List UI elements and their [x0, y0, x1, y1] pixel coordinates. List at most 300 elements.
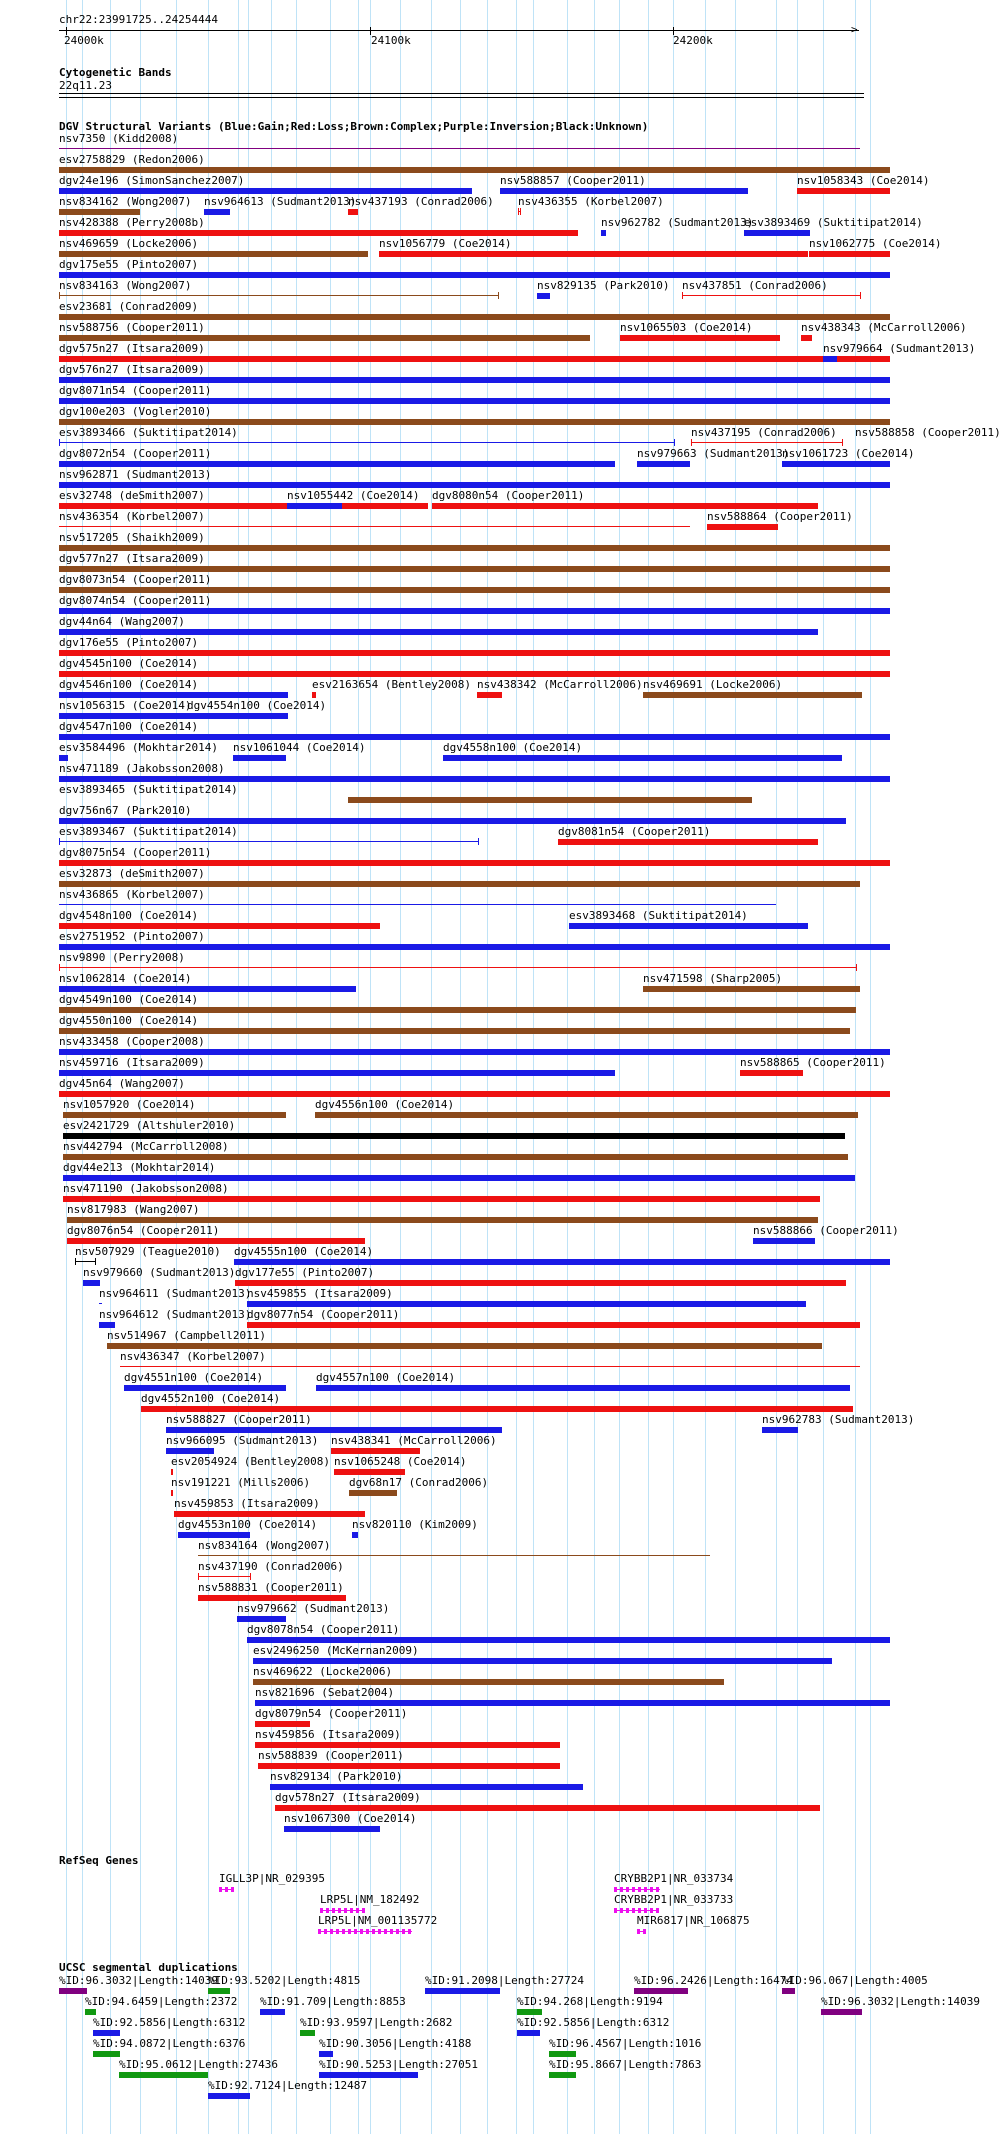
variant-bar[interactable] — [801, 335, 812, 341]
variant-bar[interactable] — [59, 314, 890, 320]
variant-label[interactable]: nsv588857 (Cooper2011) — [500, 174, 646, 187]
variant-label[interactable]: nsv964613 (Sudmant2013) — [204, 195, 357, 208]
variant-bar[interactable] — [99, 1322, 115, 1328]
refseq-track-title[interactable]: RefSeq Genes — [59, 1854, 139, 1867]
gene-label[interactable]: LRP5L|NM_182492 — [320, 1893, 420, 1906]
variant-label[interactable]: dgv8076n54 (Cooper2011) — [67, 1224, 220, 1237]
variant-bar[interactable] — [59, 629, 818, 635]
variant-bar[interactable] — [707, 524, 778, 530]
variant-label[interactable]: dgv44e213 (Mokhtar2014) — [63, 1161, 216, 1174]
segdup-label[interactable]: %ID:90.3056|Length:4188 — [319, 2037, 472, 2050]
variant-bar[interactable] — [247, 1637, 890, 1643]
variant-label[interactable]: dgv68n17 (Conrad2006) — [349, 1476, 489, 1489]
variant-label[interactable]: dgv8074n54 (Cooper2011) — [59, 594, 212, 607]
segdup-bar[interactable] — [319, 2051, 333, 2057]
variant-bar[interactable] — [558, 839, 818, 845]
variant-label[interactable]: nsv459716 (Itsara2009) — [59, 1056, 205, 1069]
variant-bar[interactable] — [233, 755, 286, 761]
variant-bar[interactable] — [312, 692, 316, 698]
variant-bar[interactable] — [59, 734, 890, 740]
variant-bar[interactable] — [59, 251, 368, 257]
variant-bar[interactable] — [59, 545, 890, 551]
variant-label[interactable]: dgv8078n54 (Cooper2011) — [247, 1623, 400, 1636]
variant-label[interactable]: nsv588827 (Cooper2011) — [166, 1413, 312, 1426]
variant-label[interactable]: nsv7350 (Kidd2008) — [59, 132, 179, 145]
variant-bar[interactable] — [443, 755, 842, 761]
dgv-track-title[interactable]: DGV Structural Variants (Blue:Gain;Red:Loss;Brown:Complex;Purple:Inversion;Black:Unknown) — [59, 120, 649, 133]
gene-exon — [330, 1929, 333, 1934]
gene-label[interactable]: CRYBB2P1|NR_033734 — [614, 1872, 734, 1885]
variant-bar[interactable] — [643, 986, 860, 992]
segdup-bar[interactable] — [425, 1988, 500, 1994]
variant-bar[interactable] — [171, 1469, 173, 1475]
variant-label[interactable]: dgv4552n100 (Coe2014) — [141, 1392, 281, 1405]
variant-label[interactable]: nsv1056779 (Coe2014) — [379, 237, 512, 250]
segdup-bar[interactable] — [300, 2030, 315, 2036]
variant-bar[interactable] — [59, 209, 140, 215]
variant-label[interactable]: nsv471598 (Sharp2005) — [643, 972, 783, 985]
variant-label[interactable]: nsv1061723 (Coe2014) — [782, 447, 915, 460]
variant-label[interactable]: nsv966095 (Sudmant2013) — [166, 1434, 319, 1447]
variant-bar[interactable] — [316, 1385, 850, 1391]
variant-bar[interactable] — [59, 587, 890, 593]
variant-label[interactable]: nsv1062814 (Coe2014) — [59, 972, 192, 985]
variant-bar[interactable] — [331, 1448, 420, 1454]
variant-label[interactable]: dgv4555n100 (Coe2014) — [234, 1245, 374, 1258]
variant-bar[interactable] — [620, 335, 780, 341]
variant-bar[interactable] — [315, 1112, 858, 1118]
variant-bar[interactable] — [204, 209, 230, 215]
variant-label[interactable]: dgv756n67 (Park2010) — [59, 804, 192, 817]
variant-label[interactable]: esv2751952 (Pinto2007) — [59, 930, 205, 943]
variant-label[interactable]: nsv1065248 (Coe2014) — [334, 1455, 467, 1468]
variant-bar[interactable] — [59, 986, 356, 992]
variant-bar[interactable] — [171, 1490, 173, 1496]
variant-label[interactable]: esv2496250 (McKernan2009) — [253, 1644, 419, 1657]
variant-bar[interactable] — [59, 377, 890, 383]
variant-bar[interactable] — [141, 1406, 853, 1412]
variant-label[interactable]: dgv44n64 (Wang2007) — [59, 615, 185, 628]
variant-label[interactable]: nsv459856 (Itsara2009) — [255, 1728, 401, 1741]
cytoband-track-title[interactable]: Cytogenetic Bands — [59, 66, 172, 79]
variant-bar[interactable] — [178, 1532, 250, 1538]
variant-label[interactable]: nsv979660 (Sudmant2013) — [83, 1266, 236, 1279]
variant-bar[interactable] — [500, 188, 748, 194]
variant-label[interactable]: nsv1067300 (Coe2014) — [284, 1812, 417, 1825]
variant-label[interactable]: esv3893465 (Suktitipat2014) — [59, 783, 238, 796]
variant-label[interactable]: dgv24e196 (SimonSanchez2007) — [59, 174, 245, 187]
variant-label[interactable]: dgv45n64 (Wang2007) — [59, 1077, 185, 1090]
gene-exon — [614, 1908, 617, 1913]
variant-bar[interactable] — [83, 1280, 100, 1286]
variant-label[interactable]: nsv9890 (Perry2008) — [59, 951, 185, 964]
segdup-bar[interactable] — [208, 2093, 250, 2099]
variant-label[interactable]: nsv979663 (Sudmant2013) — [637, 447, 790, 460]
variant-bar[interactable] — [63, 1175, 855, 1181]
variant-label[interactable]: nsv436347 (Korbel2007) — [120, 1350, 266, 1363]
variant-label[interactable]: dgv8072n54 (Cooper2011) — [59, 447, 212, 460]
variant-label[interactable]: nsv834163 (Wong2007) — [59, 279, 192, 292]
variant-bar[interactable] — [255, 1742, 560, 1748]
segdup-label[interactable]: %ID:96.2426|Length:16474 — [634, 1974, 793, 1987]
segdup-bar[interactable] — [59, 1988, 87, 1994]
variant-label[interactable]: dgv4547n100 (Coe2014) — [59, 720, 199, 733]
segdup-bar[interactable] — [549, 2051, 576, 2057]
variant-bar[interactable] — [59, 566, 890, 572]
variant-bar[interactable] — [643, 692, 862, 698]
variant-bar[interactable] — [637, 461, 690, 467]
variant-label[interactable]: nsv438342 (McCarroll2006) — [477, 678, 643, 691]
segdup-bar[interactable] — [119, 2072, 208, 2078]
variant-label[interactable]: nsv438341 (McCarroll2006) — [331, 1434, 497, 1447]
variant-label[interactable]: esv3893469 (Suktitipat2014) — [744, 216, 923, 229]
variant-bar[interactable] — [740, 1070, 803, 1076]
variant-bar[interactable] — [124, 1385, 286, 1391]
segdup-bar[interactable] — [549, 2072, 576, 2078]
variant-bar[interactable] — [253, 1658, 832, 1664]
variant-bar[interactable] — [270, 1784, 583, 1790]
variant-bar[interactable] — [59, 356, 890, 362]
variant-label[interactable]: dgv4557n100 (Coe2014) — [316, 1371, 456, 1384]
variant-label[interactable]: nsv829134 (Park2010) — [270, 1770, 403, 1783]
segdup-bar[interactable] — [517, 2030, 540, 2036]
variant-bar[interactable] — [753, 1238, 815, 1244]
variant-bar[interactable] — [63, 1133, 845, 1139]
variant-label[interactable]: nsv471190 (Jakobsson2008) — [63, 1182, 229, 1195]
variant-bar[interactable] — [59, 503, 428, 509]
variant-bar[interactable] — [348, 209, 358, 215]
variant-label[interactable]: nsv437190 (Conrad2006) — [198, 1560, 344, 1573]
variant-label[interactable]: nsv436354 (Korbel2007) — [59, 510, 205, 523]
variant-line[interactable] — [59, 148, 860, 149]
variant-bar[interactable] — [379, 251, 808, 257]
variant-label[interactable]: nsv459853 (Itsara2009) — [174, 1497, 320, 1510]
variant-line[interactable] — [59, 967, 856, 968]
variant-label[interactable]: dgv8077n54 (Cooper2011) — [247, 1308, 400, 1321]
variant-bar[interactable] — [349, 1490, 397, 1496]
variant-bar[interactable] — [67, 1217, 818, 1223]
segdup-label[interactable]: %ID:92.5856|Length:6312 — [517, 2016, 670, 2029]
variant-label[interactable]: nsv588839 (Cooper2011) — [258, 1749, 404, 1762]
segdup-label[interactable]: %ID:94.268|Length:9194 — [517, 1995, 663, 2008]
segdup-label[interactable]: %ID:92.5856|Length:6312 — [93, 2016, 246, 2029]
variant-label[interactable]: dgv577n27 (Itsara2009) — [59, 552, 205, 565]
variant-bar[interactable] — [63, 1112, 286, 1118]
variant-bar[interactable] — [198, 1595, 346, 1601]
variant-label[interactable]: esv2758829 (Redon2006) — [59, 153, 205, 166]
variant-bar[interactable] — [59, 1028, 850, 1034]
segdup-bar[interactable] — [517, 2009, 542, 2015]
variant-label[interactable]: nsv821696 (Sebat2004) — [255, 1686, 395, 1699]
segdup-bar[interactable] — [208, 1988, 230, 1994]
variant-label[interactable]: nsv979662 (Sudmant2013) — [237, 1602, 390, 1615]
gene-exon — [620, 1887, 623, 1892]
variant-bar[interactable] — [477, 692, 502, 698]
variant-bar[interactable] — [59, 881, 860, 887]
variant-label[interactable]: dgv4554n100 (Coe2014) — [187, 699, 327, 712]
variant-bar[interactable] — [744, 230, 810, 236]
variant-bar[interactable] — [59, 671, 890, 677]
segdup-label[interactable]: %ID:96.3032|Length:14039 — [59, 1974, 218, 1987]
variant-label[interactable]: dgv4556n100 (Coe2014) — [315, 1098, 455, 1111]
variant-label[interactable]: esv3584496 (Mokhtar2014) — [59, 741, 218, 754]
segdup-bar[interactable] — [93, 2030, 120, 2036]
variant-label[interactable]: dgv8075n54 (Cooper2011) — [59, 846, 212, 859]
variant-label[interactable]: nsv1061044 (Coe2014) — [233, 741, 366, 754]
variant-label[interactable]: dgv8073n54 (Cooper2011) — [59, 573, 212, 586]
variant-label[interactable]: nsv588865 (Cooper2011) — [740, 1056, 886, 1069]
variant-label[interactable]: esv3893467 (Suktitipat2014) — [59, 825, 238, 838]
variant-bar[interactable] — [59, 461, 615, 467]
variant-label[interactable]: nsv1065503 (Coe2014) — [620, 321, 753, 334]
variant-bar[interactable] — [67, 1238, 365, 1244]
variant-label[interactable]: dgv4545n100 (Coe2014) — [59, 657, 199, 670]
variant-bar[interactable] — [348, 797, 752, 803]
variant-bar[interactable] — [59, 188, 472, 194]
variant-label[interactable]: nsv820110 (Kim2009) — [352, 1518, 478, 1531]
variant-label[interactable]: dgv177e55 (Pinto2007) — [235, 1266, 375, 1279]
variant-label[interactable]: nsv191221 (Mills2006) — [171, 1476, 311, 1489]
variant-bar[interactable] — [797, 188, 890, 194]
variant-line[interactable] — [120, 1366, 860, 1367]
variant-label[interactable]: nsv588864 (Cooper2011) — [707, 510, 853, 523]
variant-label[interactable]: dgv8080n54 (Cooper2011) — [432, 489, 585, 502]
variant-line[interactable] — [59, 442, 674, 443]
variant-bar[interactable] — [59, 482, 890, 488]
variant-label[interactable]: esv32748 (deSmith2007) — [59, 489, 205, 502]
variant-label[interactable]: nsv469659 (Locke2006) — [59, 237, 199, 250]
variant-label[interactable]: dgv4551n100 (Coe2014) — [124, 1371, 264, 1384]
variant-label[interactable]: nsv469691 (Locke2006) — [643, 678, 783, 691]
variant-label[interactable]: esv3893468 (Suktitipat2014) — [569, 909, 748, 922]
segdup-label[interactable]: %ID:92.7124|Length:12487 — [208, 2079, 367, 2092]
variant-bar[interactable] — [247, 1301, 806, 1307]
variant-label[interactable]: nsv962871 (Sudmant2013) — [59, 468, 212, 481]
variant-label[interactable]: nsv962782 (Sudmant2013) — [601, 216, 754, 229]
variant-bar[interactable] — [432, 503, 818, 509]
gene-exon — [348, 1929, 351, 1934]
variant-label[interactable]: nsv459855 (Itsara2009) — [247, 1287, 393, 1300]
variant-line[interactable] — [682, 295, 860, 296]
variant-bar[interactable] — [247, 1322, 860, 1328]
variant-label[interactable]: nsv962783 (Sudmant2013) — [762, 1413, 915, 1426]
variant-bar[interactable] — [258, 1763, 560, 1769]
variant-label[interactable]: dgv8071n54 (Cooper2011) — [59, 384, 212, 397]
variant-bar[interactable] — [59, 650, 890, 656]
variant-label[interactable]: dgv575n27 (Itsara2009) — [59, 342, 205, 355]
variant-label[interactable]: nsv442794 (McCarroll2008) — [63, 1140, 229, 1153]
variant-bar[interactable] — [823, 356, 837, 362]
segdup-label[interactable]: %ID:94.6459|Length:2372 — [85, 1995, 238, 2008]
variant-bar[interactable] — [782, 461, 890, 467]
variant-line[interactable] — [59, 841, 478, 842]
variant-label[interactable]: nsv514967 (Campbell2011) — [107, 1329, 266, 1342]
segdup-bar[interactable] — [634, 1988, 688, 1994]
gene-label[interactable]: MIR6817|NR_106875 — [637, 1914, 750, 1927]
variant-label[interactable]: dgv100e203 (Vogler2010) — [59, 405, 212, 418]
variant-bar[interactable] — [569, 923, 808, 929]
variant-label[interactable]: nsv1058343 (Coe2014) — [797, 174, 930, 187]
variant-label[interactable]: nsv834164 (Wong2007) — [198, 1539, 331, 1552]
variant-label[interactable]: dgv8081n54 (Cooper2011) — [558, 825, 711, 838]
gene-label[interactable]: LRP5L|NM_001135772 — [318, 1914, 438, 1927]
variant-label[interactable]: dgv4558n100 (Coe2014) — [443, 741, 583, 754]
variant-bar[interactable] — [255, 1700, 890, 1706]
variant-line[interactable] — [691, 442, 842, 443]
variant-label[interactable]: nsv964611 (Sudmant2013) — [99, 1287, 252, 1300]
variant-label[interactable]: nsv469622 (Locke2006) — [253, 1665, 393, 1678]
segdup-label[interactable]: %ID:91.2098|Length:27724 — [425, 1974, 584, 1987]
variant-label[interactable]: nsv1056315 (Coe2014) — [59, 699, 192, 712]
variant-bar[interactable] — [762, 1427, 798, 1433]
variant-bar[interactable] — [234, 1259, 890, 1265]
variant-bar[interactable] — [59, 335, 590, 341]
variant-label[interactable]: nsv436865 (Korbel2007) — [59, 888, 205, 901]
segdup-label[interactable]: %ID:90.5253|Length:27051 — [319, 2058, 478, 2071]
variant-bar[interactable] — [59, 419, 890, 425]
variant-label[interactable]: dgv578n27 (Itsara2009) — [275, 1791, 421, 1804]
variant-label[interactable]: nsv437851 (Conrad2006) — [682, 279, 828, 292]
variant-label[interactable]: nsv834162 (Wong2007) — [59, 195, 192, 208]
segdup-track-title[interactable]: UCSC segmental duplications — [59, 1961, 238, 1974]
variant-bar[interactable] — [255, 1721, 310, 1727]
variant-label[interactable]: nsv471189 (Jakobsson2008) — [59, 762, 225, 775]
variant-bar[interactable] — [59, 608, 890, 614]
variant-label[interactable]: dgv8079n54 (Cooper2011) — [255, 1707, 408, 1720]
variant-label[interactable]: nsv964612 (Sudmant2013) — [99, 1308, 252, 1321]
variant-label[interactable]: esv2421729 (Altshuler2010) — [63, 1119, 236, 1132]
variant-label[interactable]: esv32873 (deSmith2007) — [59, 867, 205, 880]
variant-label[interactable]: nsv588756 (Cooper2011) — [59, 321, 205, 334]
variant-bar[interactable] — [59, 1070, 615, 1076]
variant-bar[interactable] — [275, 1805, 820, 1811]
variant-bar[interactable] — [352, 1532, 358, 1538]
variant-bar[interactable] — [537, 293, 550, 299]
variant-label[interactable]: dgv175e55 (Pinto2007) — [59, 258, 199, 271]
variant-line[interactable] — [59, 526, 690, 527]
segdup-label[interactable]: %ID:93.5202|Length:4815 — [208, 1974, 361, 1987]
variant-label[interactable]: nsv517205 (Shaikh2009) — [59, 531, 205, 544]
variant-label[interactable]: nsv428388 (Perry2008b) — [59, 216, 205, 229]
variant-bar[interactable] — [59, 230, 578, 236]
variant-bar[interactable] — [59, 1049, 890, 1055]
variant-bar[interactable] — [59, 167, 890, 173]
variant-bar[interactable] — [63, 1154, 848, 1160]
segdup-label[interactable]: %ID:91.709|Length:8853 — [260, 1995, 406, 2008]
segdup-label[interactable]: %ID:95.8667|Length:7863 — [549, 2058, 702, 2071]
variant-label[interactable]: nsv588858 (Cooper2011) — [855, 426, 1001, 439]
variant-bar[interactable] — [601, 230, 606, 236]
segdup-bar[interactable] — [782, 1988, 795, 1994]
variant-line[interactable] — [75, 1261, 95, 1262]
variant-label[interactable]: nsv507929 (Teague2010) — [75, 1245, 221, 1258]
variant-bar[interactable] — [284, 1826, 380, 1832]
segdup-label[interactable]: %ID:96.067|Length:4005 — [782, 1974, 928, 1987]
variant-bar[interactable] — [59, 944, 890, 950]
variant-label[interactable]: nsv979664 (Sudmant2013) — [823, 342, 976, 355]
variant-label[interactable]: nsv1062775 (Coe2014) — [809, 237, 942, 250]
variant-label[interactable]: esv2054924 (Bentley2008) — [171, 1455, 330, 1468]
variant-bar[interactable] — [59, 755, 68, 761]
variant-label[interactable]: nsv817983 (Wang2007) — [67, 1203, 200, 1216]
variant-label[interactable]: nsv588831 (Cooper2011) — [198, 1581, 344, 1594]
variant-label[interactable]: esv3893466 (Suktitipat2014) — [59, 426, 238, 439]
segdup-bar[interactable] — [821, 2009, 862, 2015]
gene-label[interactable]: IGLL3P|NR_029395 — [219, 1872, 325, 1885]
gene-label[interactable]: CRYBB2P1|NR_033733 — [614, 1893, 734, 1906]
segdup-bar[interactable] — [319, 2072, 418, 2078]
variant-bar[interactable] — [235, 1280, 846, 1286]
variant-bar[interactable] — [237, 1616, 286, 1622]
variant-bar[interactable] — [166, 1427, 502, 1433]
variant-label[interactable]: nsv436355 (Korbel2007) — [518, 195, 664, 208]
variant-bar[interactable] — [59, 1007, 856, 1013]
segdup-label[interactable]: %ID:96.4567|Length:1016 — [549, 2037, 702, 2050]
variant-line[interactable] — [59, 295, 498, 296]
variant-label[interactable]: nsv437195 (Conrad2006) — [691, 426, 837, 439]
variant-bar[interactable] — [63, 1196, 820, 1202]
segdup-label[interactable]: %ID:94.0872|Length:6376 — [93, 2037, 246, 2050]
variant-bar[interactable] — [59, 776, 890, 782]
variant-bar[interactable] — [287, 503, 342, 509]
variant-bar[interactable] — [59, 713, 288, 719]
variant-label[interactable]: nsv1055442 (Coe2014) — [287, 489, 420, 502]
variant-bar[interactable] — [59, 860, 890, 866]
variant-bar[interactable] — [809, 251, 890, 257]
variant-bar[interactable] — [253, 1679, 724, 1685]
variant-label[interactable]: nsv829135 (Park2010) — [537, 279, 670, 292]
gene-exon — [231, 1887, 234, 1892]
variant-label[interactable]: dgv176e55 (Pinto2007) — [59, 636, 199, 649]
variant-label[interactable]: dgv4549n100 (Coe2014) — [59, 993, 199, 1006]
variant-label[interactable]: nsv437193 (Conrad2006) — [348, 195, 494, 208]
variant-bar[interactable] — [59, 923, 380, 929]
variant-line[interactable] — [59, 904, 776, 905]
segdup-bar[interactable] — [260, 2009, 285, 2015]
variant-line[interactable] — [198, 1576, 250, 1577]
variant-bar[interactable] — [59, 1091, 890, 1097]
segdup-label[interactable]: %ID:96.3032|Length:14039 — [821, 1995, 980, 2008]
segdup-bar[interactable] — [85, 2009, 96, 2015]
variant-label[interactable]: esv23681 (Conrad2009) — [59, 300, 199, 313]
variant-end-tick — [842, 439, 843, 446]
variant-label[interactable]: dgv4550n100 (Coe2014) — [59, 1014, 199, 1027]
variant-label[interactable]: nsv1057920 (Coe2014) — [63, 1098, 196, 1111]
variant-bar[interactable] — [59, 272, 890, 278]
variant-bar[interactable] — [107, 1343, 822, 1349]
variant-bar[interactable] — [59, 398, 890, 404]
variant-line[interactable] — [99, 1303, 102, 1304]
variant-bar[interactable] — [166, 1448, 214, 1454]
variant-label[interactable]: dgv4548n100 (Coe2014) — [59, 909, 199, 922]
variant-bar[interactable] — [59, 818, 846, 824]
variant-line[interactable] — [198, 1555, 710, 1556]
variant-bar[interactable] — [334, 1469, 405, 1475]
variant-label[interactable]: nsv588866 (Cooper2011) — [753, 1224, 899, 1237]
ruler-arrow: > — [851, 23, 858, 36]
segdup-bar[interactable] — [93, 2051, 120, 2057]
variant-label[interactable]: dgv4546n100 (Coe2014) — [59, 678, 199, 691]
variant-bar[interactable] — [174, 1511, 365, 1517]
variant-label[interactable]: nsv433458 (Cooper2008) — [59, 1035, 205, 1048]
variant-label[interactable]: nsv438343 (McCarroll2006) — [801, 321, 967, 334]
variant-label[interactable]: dgv4553n100 (Coe2014) — [178, 1518, 318, 1531]
segdup-label[interactable]: %ID:93.9597|Length:2682 — [300, 2016, 453, 2029]
segdup-label[interactable]: %ID:95.0612|Length:27436 — [119, 2058, 278, 2071]
variant-label[interactable]: esv2163654 (Bentley2008) — [312, 678, 471, 691]
variant-bar[interactable] — [59, 692, 288, 698]
variant-label[interactable]: dgv576n27 (Itsara2009) — [59, 363, 205, 376]
